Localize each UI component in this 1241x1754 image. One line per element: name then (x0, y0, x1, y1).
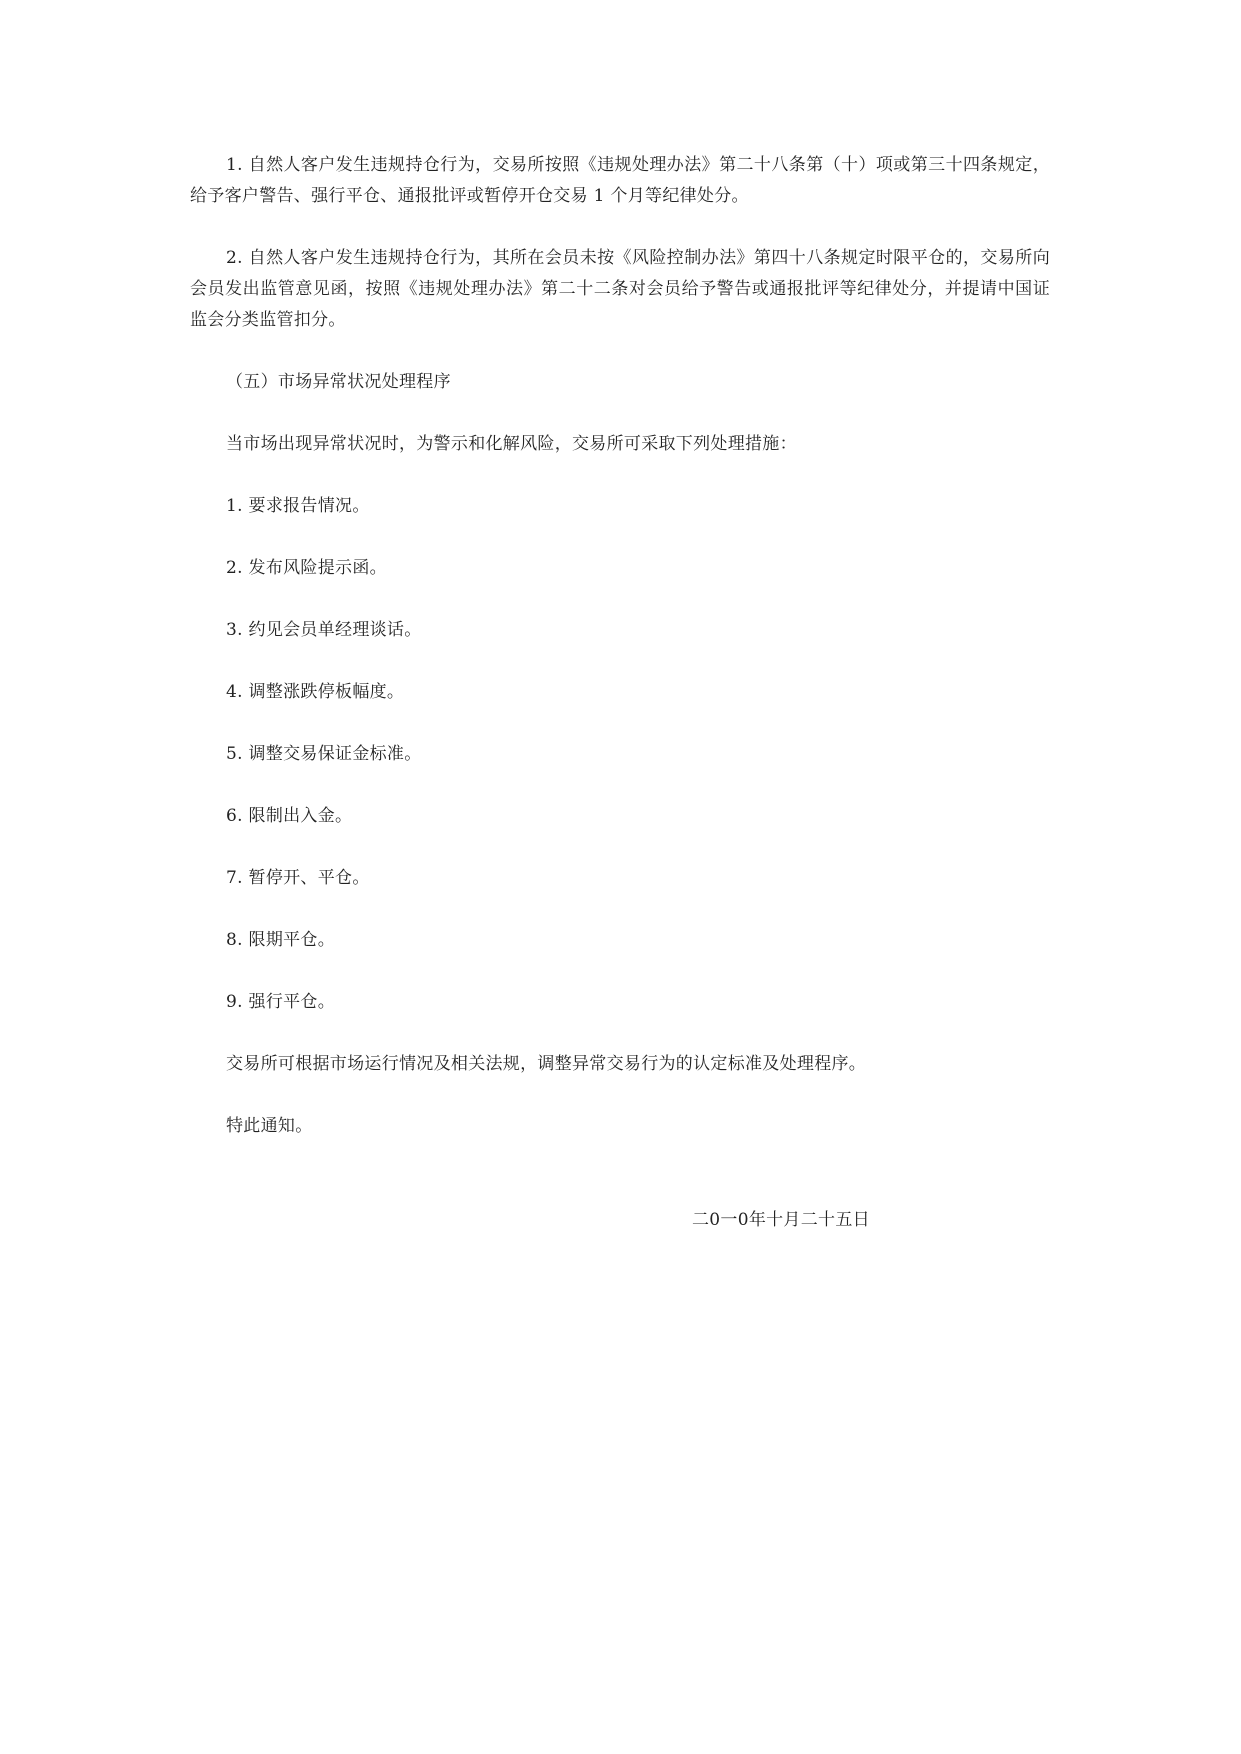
intro-paragraph: 当市场出现异常状况时，为警示和化解风险，交易所可采取下列处理措施： (226, 434, 797, 454)
measure-item: 5. 调整交易保证金标准。 (226, 744, 422, 764)
paragraph-rule-1: 1. 自然人客户发生违规持仓行为，交易所按照《违规处理办法》第二十八条第（十）项或第三十四条规定，给予客户警告、强行平仓、通报批评或暂停开仓交易 1 个月等纪律处分。 (190, 155, 1050, 206)
measure-item: 1. 要求报告情况。 (226, 496, 370, 516)
measure-item: 7. 暂停开、平仓。 (226, 868, 370, 888)
measure-item: 6. 限制出入金。 (226, 806, 353, 826)
notice-text: 特此通知。 (226, 1116, 313, 1136)
paragraph-rule-2: 2. 自然人客户发生违规持仓行为，其所在会员未按《风险控制办法》第四十八条规定时限平仓的，交易所向会员发出监管意见函，按照《违规处理办法》第二十二条对会员给予警告或通报批评等纪律处分，并提请中国证监会分类监管扣分。 (190, 248, 1050, 330)
measure-item: 3. 约见会员单经理谈话。 (226, 620, 422, 640)
measure-item: 4. 调整涨跌停板幅度。 (226, 682, 405, 702)
document-date: 二0一0年十月二十五日 (692, 1210, 870, 1230)
closing-paragraph: 交易所可根据市场运行情况及相关法规，调整异常交易行为的认定标准及处理程序。 (226, 1054, 867, 1074)
measure-item: 8. 限期平仓。 (226, 930, 336, 950)
section-heading: （五）市场异常状况处理程序 (226, 372, 451, 392)
document-body (190, 150, 1050, 1173)
measure-item: 9. 强行平仓。 (226, 992, 336, 1012)
measure-item: 2. 发布风险提示函。 (226, 558, 387, 578)
